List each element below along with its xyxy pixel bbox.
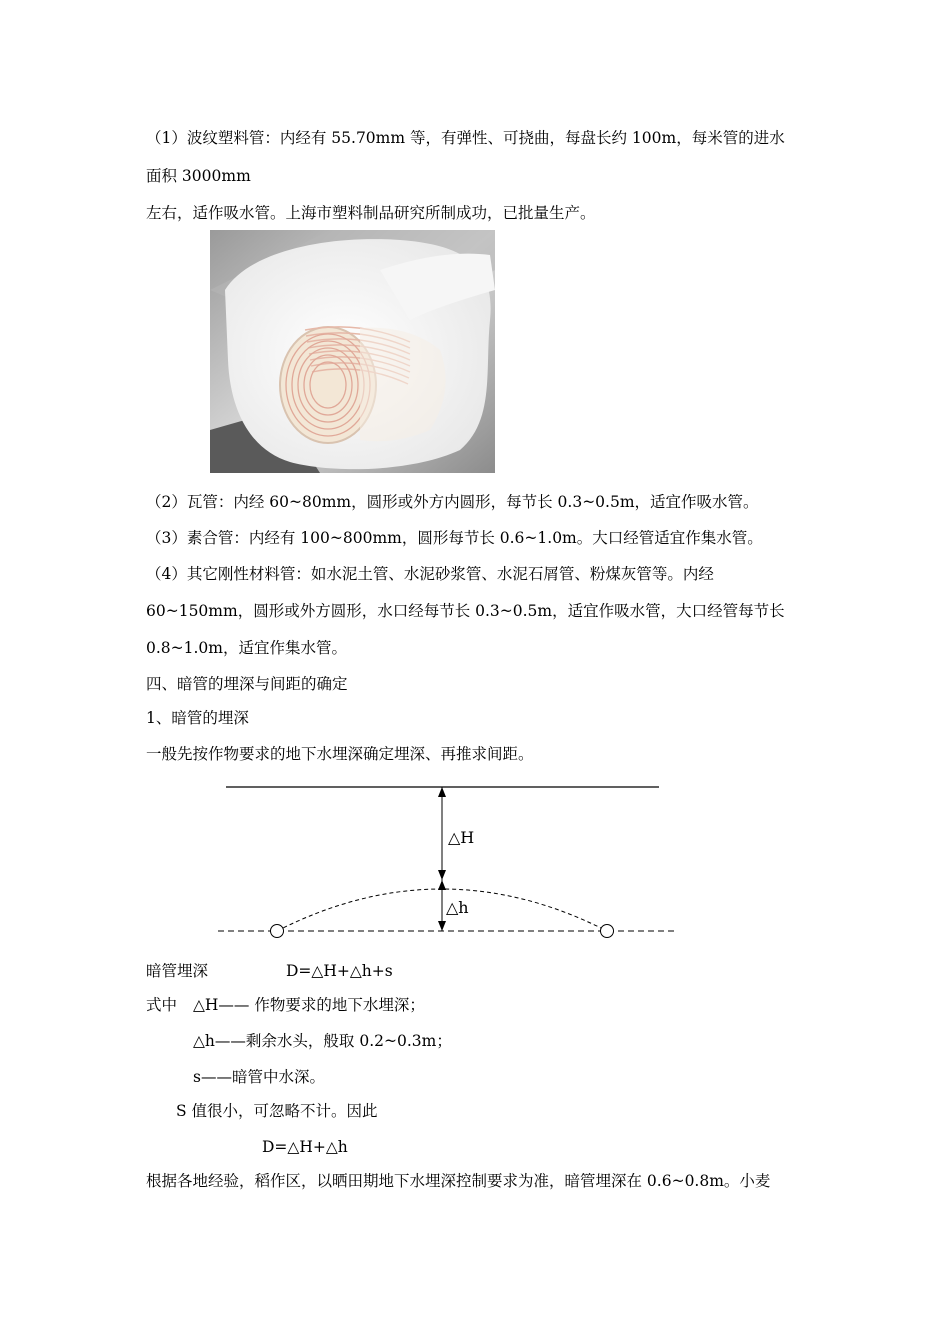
delta-H-label: △H bbox=[448, 828, 475, 847]
paragraph-1-line-3: 左右，适作吸水管。上海市塑料制品研究所制成功，已批量生产。 bbox=[146, 204, 596, 222]
paragraph-1-line-1: （1）波纹塑料管：内经有 55.70mm 等，有弹性、可挠曲，每盘长约 100m，每米管的进水 bbox=[146, 129, 785, 147]
formula-label: 暗管埋深 bbox=[146, 962, 209, 980]
paragraph-4-line-3: 0.8~1.0m，适宜作集水管。 bbox=[146, 639, 347, 657]
simplification-note: S 值很小，可忽略不计。因此 bbox=[176, 1102, 378, 1120]
definition-s: s——暗管中水深。 bbox=[193, 1068, 325, 1086]
definition-delta-h: △h——剩余水头，般取 0.2~0.3m； bbox=[193, 1032, 452, 1050]
delta-H-arrow-top bbox=[438, 787, 446, 797]
intro-paragraph: 一般先按作物要求的地下水埋深确定埋深、再推求间距。 bbox=[146, 745, 534, 763]
paragraph-last: 根据各地经验，稻作区，以晒田期地下水埋深控制要求为准，暗管埋深在 0.6~0.8m。小麦 bbox=[146, 1172, 771, 1190]
drain-pipe-left bbox=[271, 925, 284, 938]
delta-h-arrow-top bbox=[438, 880, 446, 890]
delta-h-arrow-bottom bbox=[438, 921, 446, 931]
drain-pipe-right bbox=[601, 925, 614, 938]
corrugated-pipe-photo bbox=[210, 230, 495, 473]
where-label: 式中 bbox=[146, 996, 178, 1014]
paragraph-2: （2）瓦管：内经 60~80mm，圆形或外方内圆形，每节长 0.3~0.5m，适宜作吸水管。 bbox=[146, 493, 759, 511]
delta-h-label: △h bbox=[446, 898, 469, 917]
paragraph-3: （3）素合管：内经有 100~800mm，圆形每节长 0.6~1.0m。大口经管适宜作集水管。 bbox=[146, 529, 763, 547]
definition-delta-H: △H—— 作物要求的地下水埋深； bbox=[193, 996, 425, 1014]
paragraph-4-line-1: （4）其它刚性材料管：如水泥土管、水泥砂浆管、水泥石屑管、粉煤灰管等。内经 bbox=[146, 565, 714, 583]
section-heading-4: 四、暗管的埋深与间距的确定 bbox=[146, 675, 348, 693]
subsection-heading-1: 1、暗管的埋深 bbox=[146, 709, 249, 727]
paragraph-4-line-2: 60~150mm，圆形或外方圆形，水口经每节长 0.3~0.5m，适宜作吸水管，大口经管每节长 bbox=[146, 602, 785, 620]
formula-simplified: D=△H+△h bbox=[262, 1138, 348, 1156]
formula-full: D=△H+△h+s bbox=[286, 962, 393, 980]
burial-depth-diagram bbox=[210, 775, 690, 950]
delta-H-arrow-bottom bbox=[438, 870, 446, 880]
paragraph-1-line-2: 面积 3000mm bbox=[146, 167, 251, 185]
